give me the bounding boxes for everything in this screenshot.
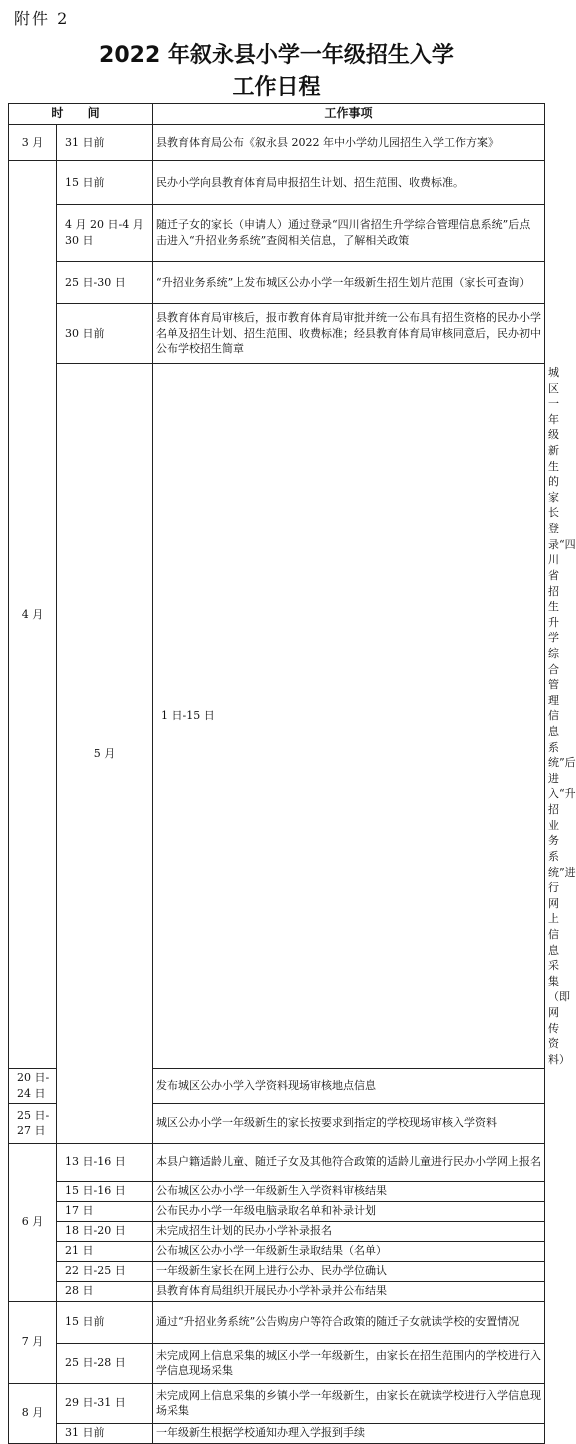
- table-row: [9, 304, 545, 364]
- date-cell: 31 日前: [57, 1423, 153, 1443]
- date-cell: 25 日-28 日: [57, 1343, 153, 1383]
- work-item-cell: “升招业务系统”上发布城区公办小学一年级新生招生划片范围（家长可查询）: [153, 262, 545, 304]
- table-row: [9, 1281, 545, 1301]
- date-cell: 30 日前: [57, 304, 153, 364]
- month-cell: 5 月: [57, 364, 153, 1144]
- date-cell: 22 日-25 日: [57, 1261, 153, 1281]
- table-row: [9, 1261, 545, 1281]
- work-item-cell: 县教育体育局公布《叙永县 2022 年中小学幼儿园招生入学工作方案》: [153, 125, 545, 161]
- work-item-cell: 未完成网上信息采集的城区小学一年级新生，由家长在招生范围内的学校进行入学信息现场采集: [153, 1343, 545, 1383]
- date-cell: 4 月 20 日-4 月 30 日: [57, 205, 153, 262]
- month-cell: 4 月: [9, 161, 57, 1069]
- table-row: [9, 1201, 545, 1221]
- work-item-cell: 城区公办小学一年级新生的家长按要求到指定的学校现场审核入学资料: [153, 1103, 545, 1143]
- table-row: [9, 161, 545, 205]
- schedule-table: [8, 103, 576, 1444]
- table-row: [9, 1343, 545, 1383]
- table-row: [9, 205, 545, 262]
- table-row: [9, 125, 545, 161]
- table-row: [9, 1181, 545, 1201]
- date-cell: 15 日前: [57, 161, 153, 205]
- work-item-cell: 县教育体育局组织开展民办小学补录并公布结果: [153, 1281, 545, 1301]
- table-row: 5 月 1 日-15 日 城区一年级新生的家长登录“四川省招生升学综合管理信息系统”后进入“升招业务系统”进行网上信息采集（即网传资料）: [9, 364, 545, 1069]
- table-row: [9, 1383, 545, 1423]
- document-title-line1: 2022 年叙永县小学一年级招生入学: [99, 43, 454, 68]
- date-cell: 28 日: [57, 1281, 153, 1301]
- table-row: [9, 262, 545, 304]
- date-cell: 21 日: [57, 1241, 153, 1261]
- date-cell: 1 日-15 日: [153, 364, 545, 1069]
- table-row: [9, 1241, 545, 1261]
- work-item-cell: 公布城区公办小学一年级新生入学资料审核结果: [153, 1181, 545, 1201]
- date-cell: 15 日-16 日: [57, 1181, 153, 1201]
- work-item-cell: 一年级新生家长在网上进行公办、民办学位确认: [153, 1261, 545, 1281]
- table-row: [9, 1301, 545, 1343]
- header-work-item: 工作事项: [153, 104, 545, 125]
- month-cell: 3 月: [9, 125, 57, 161]
- date-cell: 17 日: [57, 1201, 153, 1221]
- work-item-cell: 公布城区公办小学一年级新生录取结果（名单）: [153, 1241, 545, 1261]
- document-title-line2: 工作日程: [232, 75, 321, 100]
- table-row: [9, 1143, 545, 1181]
- date-cell: 13 日-16 日: [57, 1143, 153, 1181]
- date-cell: 25 日-30 日: [57, 262, 153, 304]
- month-cell: 6 月: [9, 1143, 57, 1301]
- work-item-cell: 发布城区公办小学入学资料现场审核地点信息: [153, 1069, 545, 1103]
- work-item-cell: 县教育体育局审核后，报市教育体育局审批并统一公布具有招生资格的民办小学名单及招生计划、招生范围、收费标准；经县教育体育局审核同意后，民办初中公布学校招生简章: [153, 304, 545, 364]
- work-item-cell: 本县户籍适龄儿童、随迁子女及其他符合政策的适龄儿童进行民办小学网上报名: [153, 1143, 545, 1181]
- table-row: [9, 1423, 545, 1443]
- date-cell: 25 日-27 日: [9, 1103, 57, 1143]
- attachment-label: 附件 2: [14, 9, 70, 28]
- work-item-cell: 一年级新生根据学校通知办理入学报到手续: [153, 1423, 545, 1443]
- month-cell: 8 月: [9, 1383, 57, 1443]
- date-cell: 18 日-20 日: [57, 1221, 153, 1241]
- work-item-cell: 民办小学向县教育体育局申报招生计划、招生范围、收费标准。: [153, 161, 545, 205]
- table-row: [9, 1221, 545, 1241]
- schedule-body: [9, 125, 576, 1444]
- date-cell: 29 日-31 日: [57, 1383, 153, 1423]
- header-time: 时 间: [9, 104, 153, 125]
- work-item-cell: 通过“升招业务系统”公告购房户等符合政策的随迁子女就读学校的安置情况: [153, 1301, 545, 1343]
- date-cell: 20 日-24 日: [9, 1069, 57, 1103]
- work-item-cell: 公布民办小学一年级电脑录取名单和补录计划: [153, 1201, 545, 1221]
- date-cell: 15 日前: [57, 1301, 153, 1343]
- date-cell: 31 日前: [57, 125, 153, 161]
- month-cell: 7 月: [9, 1301, 57, 1383]
- work-item-cell: 未完成网上信息采集的乡镇小学一年级新生，由家长在就读学校进行入学信息现场采集: [153, 1383, 545, 1423]
- table-header-row: [9, 104, 545, 125]
- work-item-cell: 随迁子女的家长（申请人）通过登录“四川省招生升学综合管理信息系统”后点击进入“升招业务系统”查阅相关信息，了解相关政策: [153, 205, 545, 262]
- work-item-cell: 未完成招生计划的民办小学补录报名: [153, 1221, 545, 1241]
